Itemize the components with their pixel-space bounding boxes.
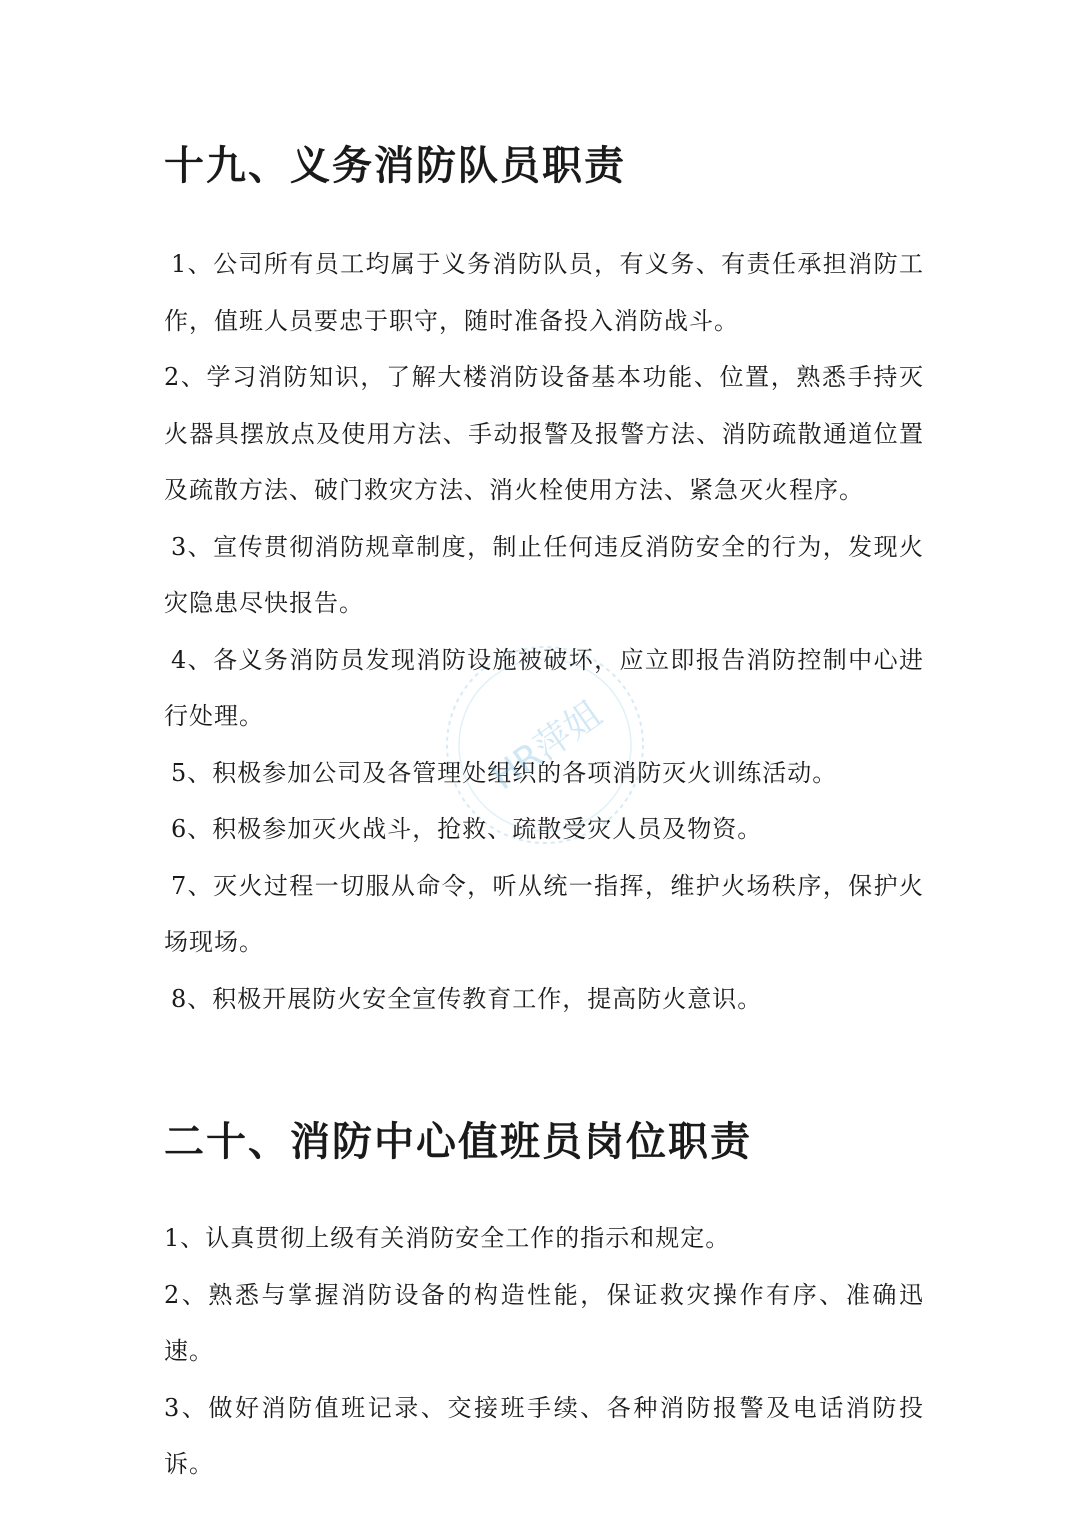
section-title: 二十、消防中心值班员岗位职责 — [164, 1118, 752, 1165]
section-volunteer-firefighter-duties — [164, 138, 924, 1027]
duty-item: 4、各义务消防员发现消防设施被破坏，应立即报告消防控制中心进行处理。 — [164, 645, 924, 730]
duty-item: 8、积极开展防火安全宣传教育工作，提高防火意识。 — [171, 984, 763, 1013]
duty-list — [164, 1210, 924, 1493]
duty-item: 6、积极参加灭火战斗，抢救、疏散受灾人员及物资。 — [171, 815, 763, 843]
duty-item: 1、认真贯彻上级有关消防安全工作的指示和规定。 — [164, 1224, 731, 1252]
duty-item: 3、做好消防值班记录、交接班手续、各种消防报警及电话消防投诉。 — [164, 1393, 924, 1478]
section-fire-center-duty-officer — [164, 1114, 924, 1493]
duty-item: 7、灭火过程一切服从命令，听从统一指挥，维护火场秩序，保护火场现场。 — [164, 871, 924, 956]
duty-item: 5、积极参加公司及各管理处组织的各项消防灭火训练活动。 — [171, 758, 838, 787]
duty-list — [164, 236, 924, 1027]
watermark-text: HR萍姐 — [484, 693, 610, 799]
duty-item: 3、宣传贯彻消防规章制度，制止任何违反消防安全的行为，发现火灾隐患尽快报告。 — [164, 532, 924, 617]
section-title: 十九、义务消防队员职责 — [164, 142, 626, 189]
duty-item: 1、公司所有员工均属于义务消防队员，有义务、有责任承担消防工作，值班人员要忠于职守，随时准备投入消防战斗。 — [164, 250, 924, 335]
duty-item: 2、学习消防知识，了解大楼消防设备基本功能、位置，熟悉手持灭火器具摆放点及使用方法、手动报警及报警方法、消防疏散通道位置及疏散方法、破门救灾方法、消火栓使用方法、紧急灭火程序。 — [164, 363, 924, 504]
duty-item: 2、熟悉与掌握消防设备的构造性能，保证救灾操作有序、准确迅速。 — [164, 1280, 924, 1365]
